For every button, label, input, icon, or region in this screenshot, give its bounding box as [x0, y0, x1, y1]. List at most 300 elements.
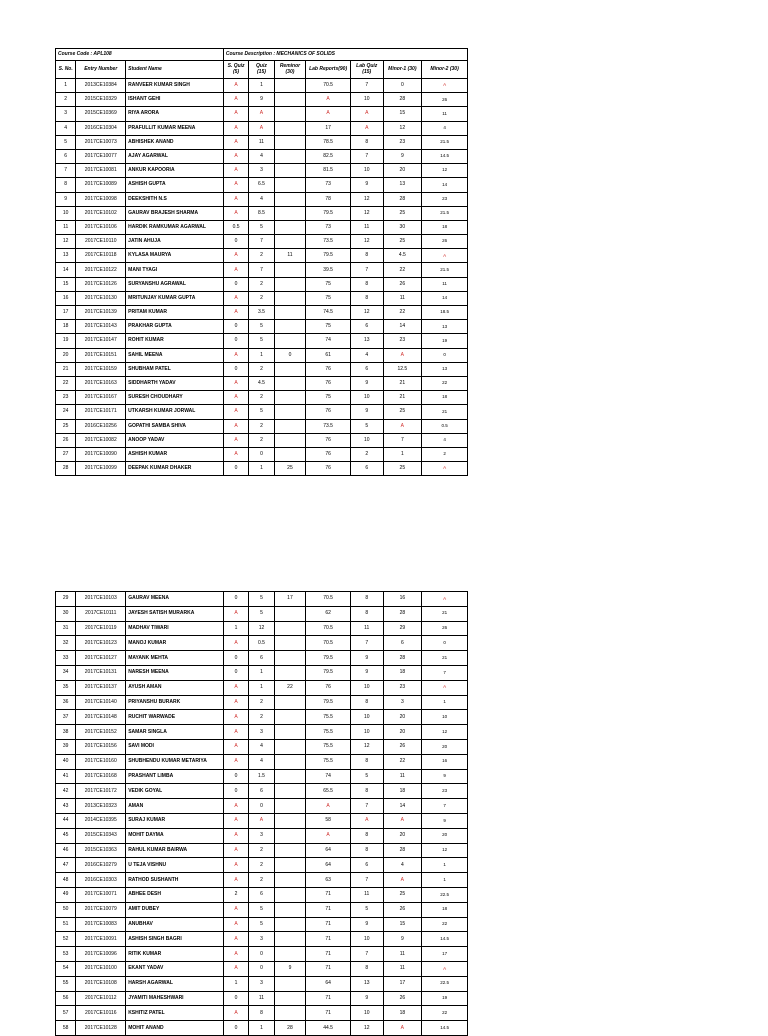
table-row	[56, 249, 468, 263]
minor-2-cell: 16	[422, 754, 468, 769]
s-quiz-cell: A	[223, 433, 248, 447]
minor-1-cell: 26	[383, 277, 422, 291]
minor-1-cell: 4	[383, 858, 422, 873]
lab-quiz-cell: 7	[350, 947, 383, 962]
quiz-cell: 1	[249, 79, 274, 93]
quiz-cell: 1	[249, 1021, 274, 1036]
reminor-cell	[274, 263, 306, 277]
minor-2-cell: 21	[422, 606, 468, 621]
lab-reports-cell: 79.5	[306, 695, 351, 710]
minor-2-cell: 9	[422, 769, 468, 784]
minor-2-cell: 22	[422, 376, 468, 390]
quiz-cell: 11	[249, 991, 274, 1006]
quiz-cell: 5	[249, 902, 274, 917]
minor-2-cell: 0	[422, 636, 468, 651]
minor-1-cell: 26	[383, 739, 422, 754]
minor-1-cell: 20	[383, 725, 422, 740]
s-quiz-cell: A	[223, 873, 248, 888]
minor-1-cell: A	[383, 813, 422, 828]
table-row	[56, 220, 468, 234]
student-name-cell: MANI TYAGI	[126, 263, 224, 277]
entry-number-cell: 2015CE10329	[76, 93, 126, 107]
entry-number-cell: 2017CE10148	[76, 710, 126, 725]
col-header: Reminor (30)	[274, 61, 306, 79]
s-quiz-cell: 0	[223, 651, 248, 666]
quiz-cell: 5	[249, 592, 274, 607]
lab-reports-cell: 73.5	[306, 419, 351, 433]
student-name-cell: PRASHANT LIMBA	[126, 769, 224, 784]
course-row	[56, 49, 468, 61]
lab-quiz-cell: 10	[350, 164, 383, 178]
s-quiz-cell: 2	[223, 887, 248, 902]
col-header: Lab Quiz (15)	[350, 61, 383, 79]
reminor-cell	[274, 932, 306, 947]
serial-number-cell: 1	[56, 79, 76, 93]
lab-reports-cell: 78	[306, 192, 351, 206]
entry-number-cell: 2017CE10103	[76, 592, 126, 607]
serial-number-cell: 17	[56, 306, 76, 320]
student-name-cell: PRAFULLIT KUMAR MEENA	[126, 121, 224, 135]
minor-2-cell: 21.5	[422, 135, 468, 149]
lab-quiz-cell: 8	[350, 961, 383, 976]
entry-number-cell: 2017CE10100	[76, 961, 126, 976]
lab-reports-cell: 76	[306, 462, 351, 476]
quiz-cell: 4	[249, 192, 274, 206]
serial-number-cell: 7	[56, 164, 76, 178]
student-name-cell: SIDDHARTH YADAV	[126, 376, 224, 390]
minor-2-cell: 26	[422, 93, 468, 107]
entry-number-cell: 2017CE10167	[76, 391, 126, 405]
quiz-cell: 5	[249, 334, 274, 348]
table-row	[56, 725, 468, 740]
reminor-cell	[274, 149, 306, 163]
quiz-cell: 0.5	[249, 636, 274, 651]
table-row	[56, 665, 468, 680]
reminor-cell	[274, 887, 306, 902]
quiz-cell: A	[249, 813, 274, 828]
reminor-cell	[274, 391, 306, 405]
lab-quiz-cell: 7	[350, 79, 383, 93]
minor-1-cell: A	[383, 873, 422, 888]
lab-reports-cell: A	[306, 107, 351, 121]
student-name-cell: GAURAV BRAJESH SHARMA	[126, 206, 224, 220]
reminor-cell	[274, 291, 306, 305]
minor-2-cell: 14.5	[422, 932, 468, 947]
minor-1-cell: A	[383, 1021, 422, 1036]
s-quiz-cell: 1	[223, 976, 248, 991]
minor-1-cell: 1	[383, 447, 422, 461]
serial-number-cell: 27	[56, 447, 76, 461]
s-quiz-cell: A	[223, 1006, 248, 1021]
lab-reports-cell: 78.5	[306, 135, 351, 149]
minor-1-cell: 7	[383, 433, 422, 447]
minor-2-cell: 21.5	[422, 263, 468, 277]
s-quiz-cell: A	[223, 828, 248, 843]
reminor-cell	[274, 651, 306, 666]
lab-reports-cell: 76	[306, 680, 351, 695]
student-name-cell: ASHISH SINGH BAGRI	[126, 932, 224, 947]
serial-number-cell: 22	[56, 376, 76, 390]
student-name-cell: JAYESH SATISH MURARKA	[126, 606, 224, 621]
table-row	[56, 873, 468, 888]
table-row	[56, 636, 468, 651]
entry-number-cell: 2017CE10077	[76, 149, 126, 163]
lab-quiz-cell: 7	[350, 873, 383, 888]
s-quiz-cell: A	[223, 710, 248, 725]
s-quiz-cell: A	[223, 725, 248, 740]
lab-reports-cell: 75	[306, 320, 351, 334]
serial-number-cell: 38	[56, 725, 76, 740]
quiz-cell: 11	[249, 135, 274, 149]
s-quiz-cell: 0.5	[223, 220, 248, 234]
student-name-cell: RIYA ARORA	[126, 107, 224, 121]
quiz-cell: 12	[249, 621, 274, 636]
s-quiz-cell: A	[223, 961, 248, 976]
table-row	[56, 376, 468, 390]
minor-2-cell: A	[422, 462, 468, 476]
reminor-cell	[274, 306, 306, 320]
table-row	[56, 334, 468, 348]
quiz-cell: 6	[249, 651, 274, 666]
table-row	[56, 902, 468, 917]
lab-quiz-cell: 8	[350, 135, 383, 149]
minor-1-cell: 9	[383, 149, 422, 163]
student-name-cell: JYAMITI MAHESHWARI	[126, 991, 224, 1006]
lab-reports-cell: 79.5	[306, 665, 351, 680]
student-name-cell: DEEKSHITH N.S	[126, 192, 224, 206]
minor-2-cell: 13	[422, 320, 468, 334]
entry-number-cell: 2017CE10102	[76, 206, 126, 220]
student-name-cell: RUCHIT WARWADE	[126, 710, 224, 725]
quiz-cell: 2	[249, 433, 274, 447]
serial-number-cell: 55	[56, 976, 76, 991]
lab-quiz-cell: 12	[350, 739, 383, 754]
lab-quiz-cell: 8	[350, 291, 383, 305]
student-name-cell: PRITAM KUMAR	[126, 306, 224, 320]
reminor-cell	[274, 121, 306, 135]
s-quiz-cell: 0	[223, 769, 248, 784]
table-row	[56, 121, 468, 135]
lab-reports-cell: 75.5	[306, 725, 351, 740]
minor-1-cell: 28	[383, 192, 422, 206]
quiz-cell: 5	[249, 220, 274, 234]
quiz-cell: 3	[249, 932, 274, 947]
minor-2-cell: 7	[422, 665, 468, 680]
minor-2-cell: 20	[422, 739, 468, 754]
lab-reports-cell: 81.5	[306, 164, 351, 178]
s-quiz-cell: A	[223, 695, 248, 710]
entry-number-cell: 2017CE10147	[76, 334, 126, 348]
serial-number-cell: 53	[56, 947, 76, 962]
lab-quiz-cell: 7	[350, 263, 383, 277]
lab-quiz-cell: 10	[350, 1006, 383, 1021]
lab-reports-cell: 70.5	[306, 636, 351, 651]
lab-reports-cell: 75.5	[306, 739, 351, 754]
s-quiz-cell: A	[223, 93, 248, 107]
s-quiz-cell: 0	[223, 462, 248, 476]
quiz-cell: 9	[249, 93, 274, 107]
lab-quiz-cell: 4	[350, 348, 383, 362]
s-quiz-cell: A	[223, 680, 248, 695]
reminor-cell	[274, 606, 306, 621]
lab-quiz-cell: 9	[350, 917, 383, 932]
lab-reports-cell: 71	[306, 932, 351, 947]
s-quiz-cell: A	[223, 447, 248, 461]
student-name-cell: MOHIT DAYMA	[126, 828, 224, 843]
table-row	[56, 320, 468, 334]
entry-number-cell: 2017CE10083	[76, 917, 126, 932]
serial-number-cell: 13	[56, 249, 76, 263]
entry-number-cell: 2017CE10172	[76, 784, 126, 799]
minor-1-cell: 6	[383, 636, 422, 651]
minor-1-cell: 18	[383, 784, 422, 799]
minor-1-cell: 16	[383, 592, 422, 607]
entry-number-cell: 2017CE10137	[76, 680, 126, 695]
quiz-cell: 1	[249, 348, 274, 362]
lab-reports-cell: 73	[306, 220, 351, 234]
serial-number-cell: 4	[56, 121, 76, 135]
serial-number-cell: 12	[56, 235, 76, 249]
reminor-cell	[274, 93, 306, 107]
col-header: Minor-1 (30)	[383, 61, 422, 79]
table-row	[56, 391, 468, 405]
serial-number-cell: 29	[56, 592, 76, 607]
quiz-cell: 3	[249, 828, 274, 843]
reminor-cell	[274, 636, 306, 651]
student-name-cell: JATIN AHUJA	[126, 235, 224, 249]
lab-quiz-cell: 12	[350, 192, 383, 206]
s-quiz-cell: A	[223, 192, 248, 206]
minor-1-cell: 25	[383, 405, 422, 419]
minor-2-cell: 18	[422, 391, 468, 405]
table-row	[56, 858, 468, 873]
student-name-cell: MAYANK MEHTA	[126, 651, 224, 666]
student-name-cell: ABHISHEK ANAND	[126, 135, 224, 149]
minor-1-cell: 18	[383, 665, 422, 680]
serial-number-cell: 45	[56, 828, 76, 843]
entry-number-cell: 2016CE10303	[76, 873, 126, 888]
serial-number-cell: 10	[56, 206, 76, 220]
entry-number-cell: 2013CE10323	[76, 799, 126, 814]
lab-reports-cell: 39.5	[306, 263, 351, 277]
entry-number-cell: 2017CE10152	[76, 725, 126, 740]
quiz-cell: 5	[249, 405, 274, 419]
reminor-cell	[274, 164, 306, 178]
minor-1-cell: 4.5	[383, 249, 422, 263]
reminor-cell	[274, 739, 306, 754]
reminor-cell	[274, 754, 306, 769]
reminor-cell	[274, 447, 306, 461]
minor-2-cell: 19	[422, 334, 468, 348]
minor-2-cell: 13	[422, 362, 468, 376]
minor-2-cell: 14.5	[422, 149, 468, 163]
serial-number-cell: 25	[56, 419, 76, 433]
student-name-cell: AJAY AGARWAL	[126, 149, 224, 163]
reminor-cell	[274, 220, 306, 234]
table-row	[56, 961, 468, 976]
student-name-cell: SURESH CHOUDHARY	[126, 391, 224, 405]
lab-quiz-cell: 9	[350, 405, 383, 419]
s-quiz-cell: A	[223, 391, 248, 405]
table-row	[56, 651, 468, 666]
student-name-cell: SURYANSHU AGRAWAL	[126, 277, 224, 291]
table-row	[56, 843, 468, 858]
col-header: Lab Reports(90)	[306, 61, 351, 79]
student-name-cell: SHUBHENDU KUMAR METARIYA	[126, 754, 224, 769]
s-quiz-cell: A	[223, 813, 248, 828]
minor-2-cell: A	[422, 592, 468, 607]
serial-number-cell: 23	[56, 391, 76, 405]
s-quiz-cell: 0	[223, 362, 248, 376]
quiz-cell: 6	[249, 887, 274, 902]
serial-number-cell: 56	[56, 991, 76, 1006]
table-row	[56, 932, 468, 947]
student-name-cell: ASHISH KUMAR	[126, 447, 224, 461]
lab-reports-cell: 74	[306, 769, 351, 784]
entry-number-cell: 2017CE10139	[76, 306, 126, 320]
quiz-cell: 2	[249, 419, 274, 433]
table-row	[56, 739, 468, 754]
reminor-cell	[274, 79, 306, 93]
reminor-cell	[274, 621, 306, 636]
entry-number-cell: 2017CE10160	[76, 754, 126, 769]
student-name-cell: U TEJA VISHNU	[126, 858, 224, 873]
lab-quiz-cell: 6	[350, 858, 383, 873]
lab-quiz-cell: A	[350, 107, 383, 121]
serial-number-cell: 58	[56, 1021, 76, 1036]
lab-quiz-cell: 8	[350, 606, 383, 621]
lab-quiz-cell: A	[350, 121, 383, 135]
s-quiz-cell: A	[223, 348, 248, 362]
table-row	[56, 235, 468, 249]
quiz-cell: 4	[249, 754, 274, 769]
s-quiz-cell: 0	[223, 1021, 248, 1036]
reminor-cell	[274, 769, 306, 784]
col-header: S. Quiz (5)	[223, 61, 248, 79]
lab-reports-cell: 71	[306, 917, 351, 932]
s-quiz-cell: 0	[223, 277, 248, 291]
lab-quiz-cell: 10	[350, 680, 383, 695]
reminor-cell: 22	[274, 680, 306, 695]
minor-2-cell: 26	[422, 621, 468, 636]
minor-2-cell: 12	[422, 164, 468, 178]
reminor-cell	[274, 873, 306, 888]
entry-number-cell: 2017CE10130	[76, 291, 126, 305]
serial-number-cell: 16	[56, 291, 76, 305]
quiz-cell: 3	[249, 976, 274, 991]
table-row	[56, 680, 468, 695]
lab-reports-cell: 71	[306, 902, 351, 917]
lab-quiz-cell: 8	[350, 592, 383, 607]
student-name-cell: RANVEER KUMAR SINGH	[126, 79, 224, 93]
minor-1-cell: 20	[383, 828, 422, 843]
quiz-cell: 7	[249, 235, 274, 249]
lab-quiz-cell: 10	[350, 391, 383, 405]
student-name-cell: ABHEE DESH	[126, 887, 224, 902]
s-quiz-cell: A	[223, 121, 248, 135]
table-row	[56, 947, 468, 962]
quiz-cell: 2	[249, 843, 274, 858]
lab-quiz-cell: 11	[350, 887, 383, 902]
student-name-cell: UTKARSH KUMAR JORWAL	[126, 405, 224, 419]
minor-2-cell: A	[422, 680, 468, 695]
student-name-cell: DEEPAK KUMAR DHAKER	[126, 462, 224, 476]
table-row	[56, 149, 468, 163]
table-row	[56, 887, 468, 902]
entry-number-cell: 2017CE10126	[76, 277, 126, 291]
lab-quiz-cell: 7	[350, 636, 383, 651]
entry-number-cell: 2016CE10304	[76, 121, 126, 135]
entry-number-cell: 2015CE10369	[76, 107, 126, 121]
lab-reports-cell: 70.5	[306, 592, 351, 607]
reminor-cell: 28	[274, 1021, 306, 1036]
student-name-cell: AMIT DUBEY	[126, 902, 224, 917]
reminor-cell	[274, 334, 306, 348]
serial-number-cell: 5	[56, 135, 76, 149]
lab-quiz-cell: 8	[350, 249, 383, 263]
serial-number-cell: 51	[56, 917, 76, 932]
minor-1-cell: 28	[383, 93, 422, 107]
serial-number-cell: 52	[56, 932, 76, 947]
table-row	[56, 306, 468, 320]
serial-number-cell: 18	[56, 320, 76, 334]
entry-number-cell: 2017CE10163	[76, 376, 126, 390]
minor-1-cell: 13	[383, 178, 422, 192]
minor-1-cell: 9	[383, 932, 422, 947]
student-name-cell: MOHIT ANAND	[126, 1021, 224, 1036]
s-quiz-cell: A	[223, 249, 248, 263]
reminor-cell	[274, 362, 306, 376]
table-row	[56, 206, 468, 220]
reminor-cell	[274, 376, 306, 390]
table-row	[56, 277, 468, 291]
col-header: Student Name	[126, 61, 224, 79]
col-header: Quiz (15)	[249, 61, 274, 79]
table-row	[56, 93, 468, 107]
s-quiz-cell: A	[223, 178, 248, 192]
entry-number-cell: 2017CE10082	[76, 433, 126, 447]
quiz-cell: 1	[249, 680, 274, 695]
reminor-cell	[274, 320, 306, 334]
serial-number-cell: 3	[56, 107, 76, 121]
lab-quiz-cell: 10	[350, 710, 383, 725]
entry-number-cell: 2017CE10073	[76, 135, 126, 149]
quiz-cell: 3	[249, 164, 274, 178]
minor-1-cell: 0	[383, 79, 422, 93]
s-quiz-cell: 0	[223, 334, 248, 348]
lab-quiz-cell: 13	[350, 334, 383, 348]
lab-quiz-cell: 12	[350, 206, 383, 220]
serial-number-cell: 35	[56, 680, 76, 695]
minor-1-cell: 11	[383, 947, 422, 962]
table-row	[56, 447, 468, 461]
serial-number-cell: 42	[56, 784, 76, 799]
reminor-cell	[274, 947, 306, 962]
reminor-cell	[274, 405, 306, 419]
s-quiz-cell: A	[223, 135, 248, 149]
s-quiz-cell: A	[223, 917, 248, 932]
lab-reports-cell: 70.5	[306, 79, 351, 93]
student-name-cell: KSHITIZ PATEL	[126, 1006, 224, 1021]
s-quiz-cell: A	[223, 263, 248, 277]
minor-2-cell: 22.5	[422, 887, 468, 902]
quiz-cell: 7	[249, 263, 274, 277]
quiz-cell: 5	[249, 320, 274, 334]
minor-1-cell: 20	[383, 164, 422, 178]
quiz-cell: 2	[249, 277, 274, 291]
s-quiz-cell: A	[223, 107, 248, 121]
lab-reports-cell: 64	[306, 843, 351, 858]
